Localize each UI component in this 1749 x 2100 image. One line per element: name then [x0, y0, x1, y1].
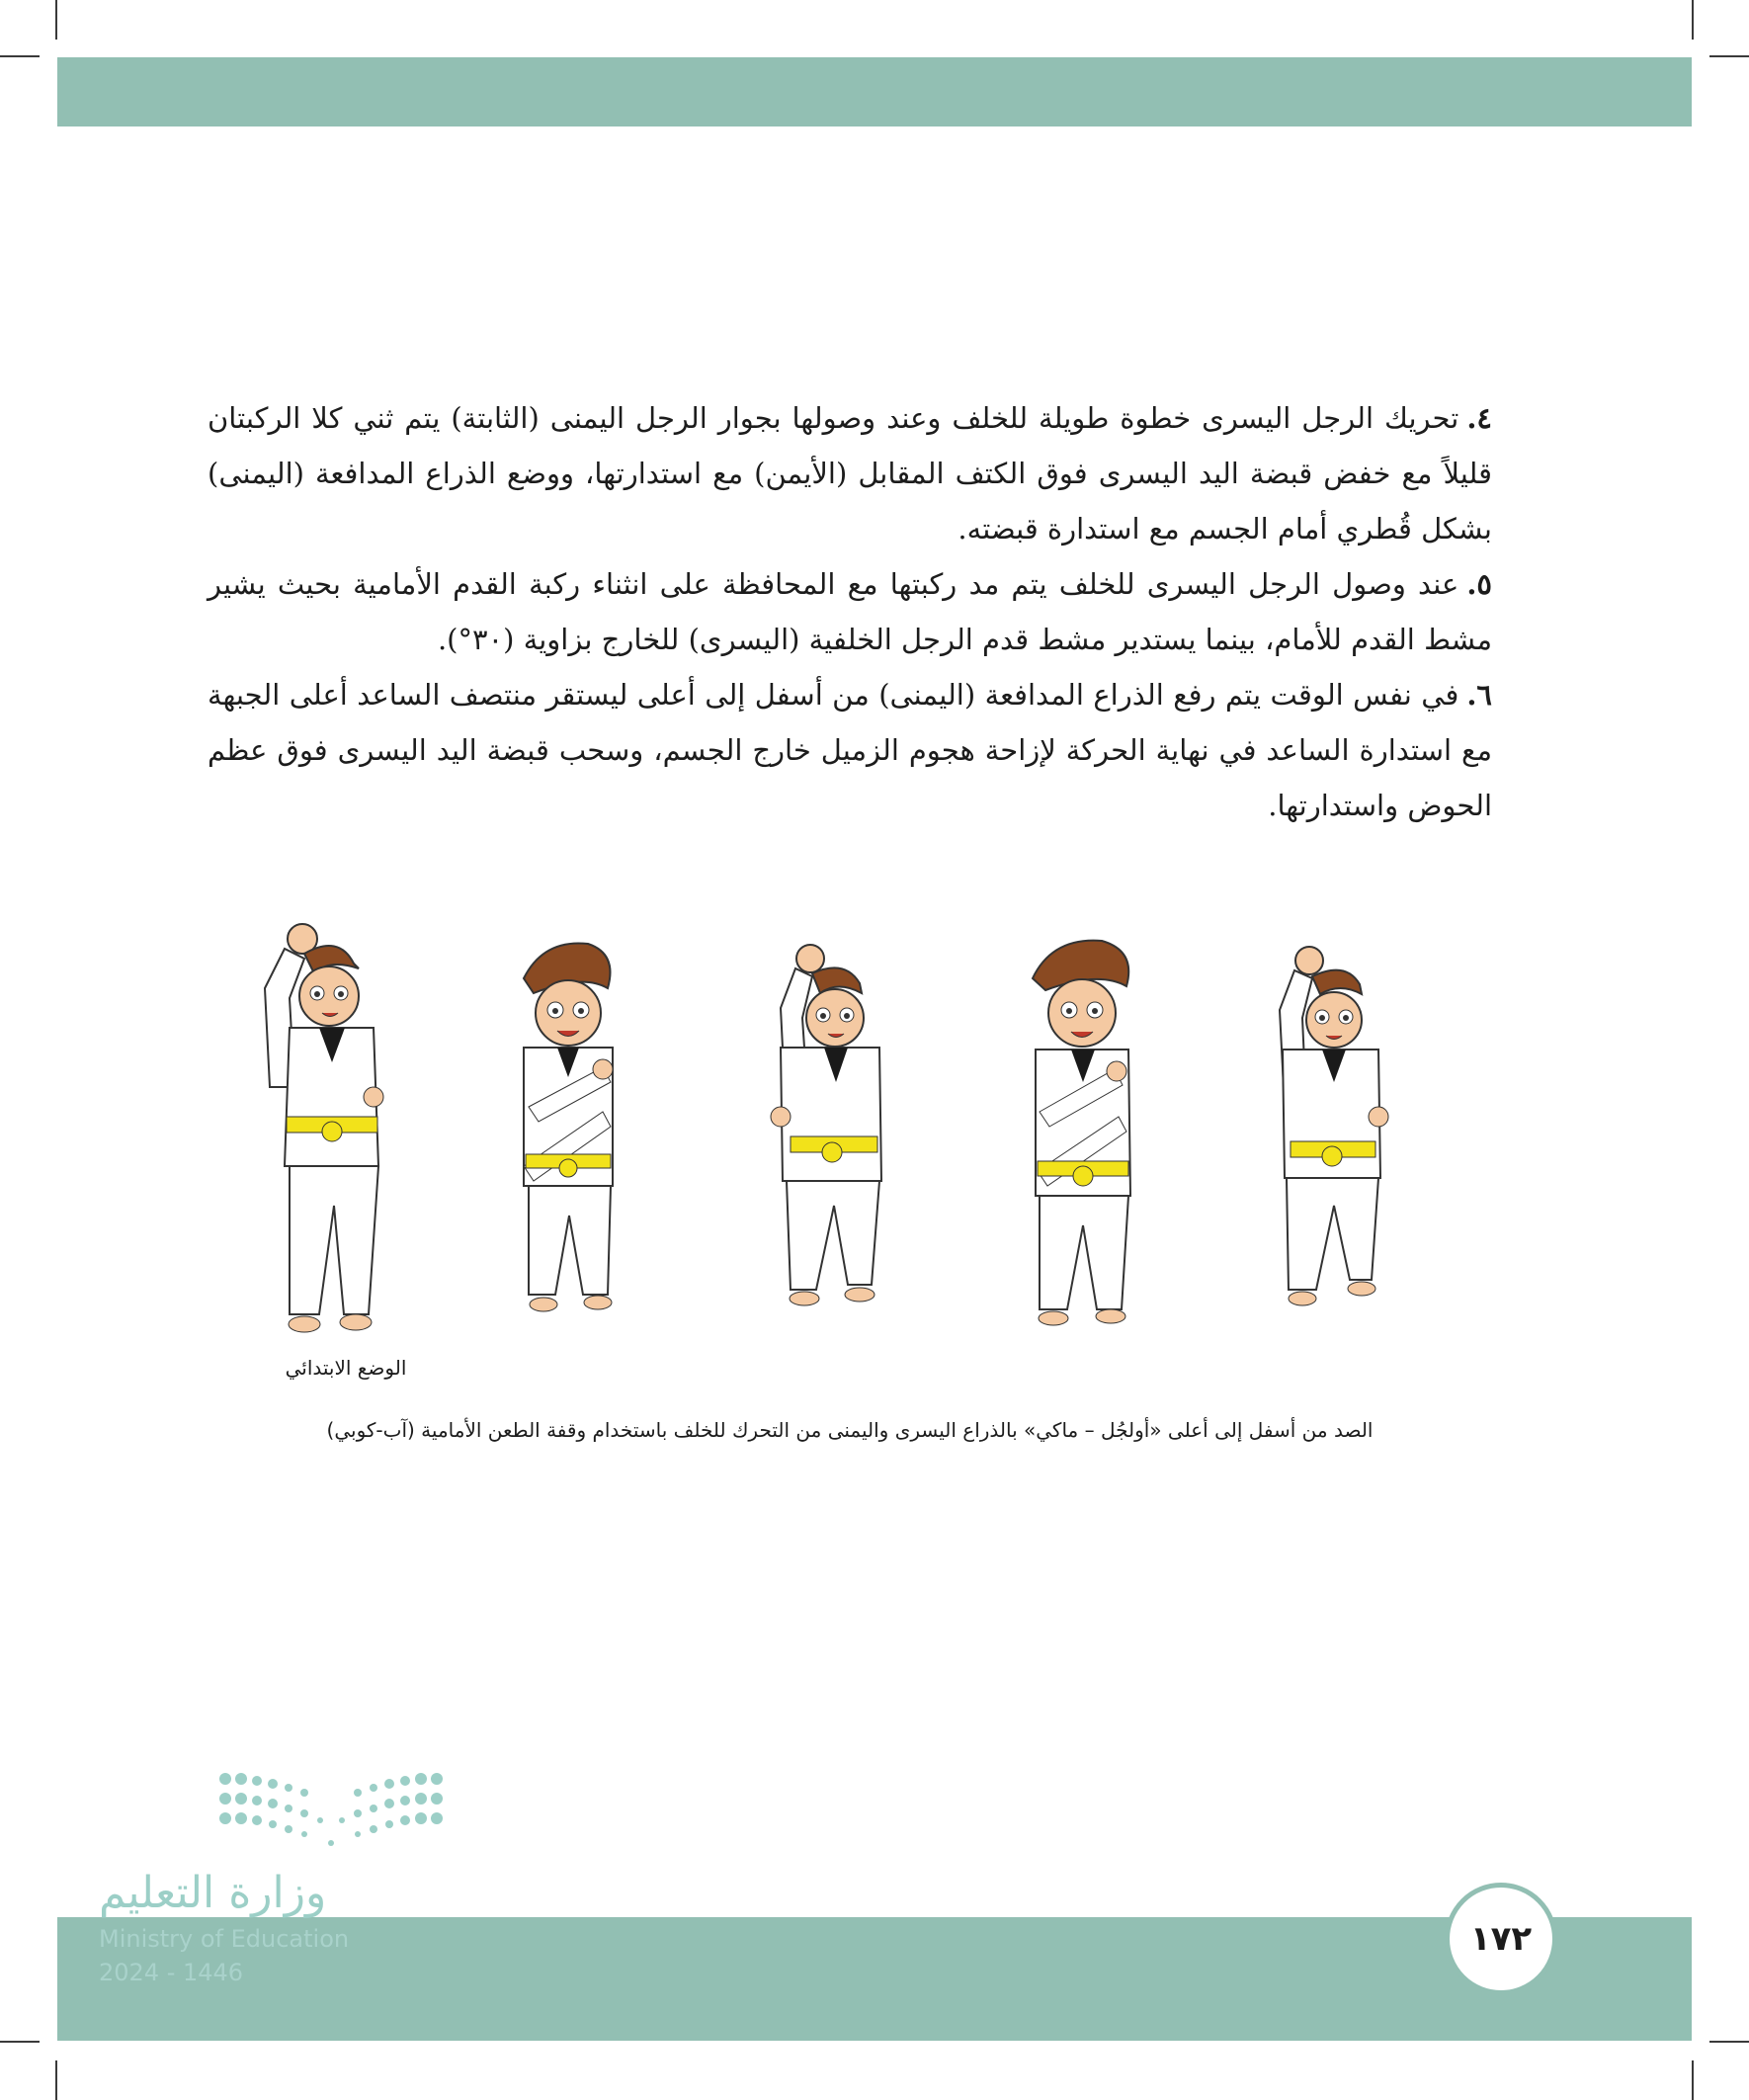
logo-arabic-name: وزارة التعليم [99, 1868, 327, 1918]
crop-mark [0, 55, 40, 57]
karate-figure-3 [751, 919, 899, 1344]
paragraph-text: في نفس الوقت يتم رفع الذراع المدافعة (اليمنى) من أسفل إلى أعلى ليستقر منتصف الساعد أعلى الجبهة مع استدارة الساعد في نهاية الحركة لإزاحة هجوم الزميل خارج الجسم، وسحب قبضة اليد اليسرى فوق عظم الحوض واستدارتها. [208, 678, 1492, 822]
paragraph-number: ٤. [1466, 401, 1492, 435]
karate-figure-illustration [751, 919, 899, 1344]
header-band [57, 57, 1692, 126]
crop-mark [1709, 55, 1749, 57]
crop-mark [1692, 0, 1694, 40]
karate-figure-5 [1255, 919, 1403, 1344]
paragraph-6 [208, 667, 1492, 833]
crop-mark [0, 2041, 40, 2043]
paragraph-5 [208, 556, 1492, 667]
logo-english-name: Ministry of Education [99, 1925, 350, 1953]
karate-figure-1 [245, 919, 393, 1344]
paragraph-number: ٥. [1466, 567, 1492, 601]
paragraph-text: عند وصول الرجل اليسرى للخلف يتم مد ركبتها مع المحافظة على انثناء ركبة القدم الأمامية بحيث يشير مشط القدم للأمام، بينما يستدير مشط قدم الرجل الخلفية (اليسرى) للخارج بزاوية (٣٠°). [208, 567, 1492, 656]
crop-mark [1692, 2060, 1694, 2100]
ministry-logo [99, 1769, 356, 2026]
crop-mark [55, 2060, 57, 2100]
illustration-sequence [227, 919, 1433, 1354]
karate-figure-illustration [1255, 919, 1403, 1344]
crop-mark [1709, 2041, 1749, 2043]
logo-year: 2024 - 1446 [99, 1959, 244, 1986]
karate-figure-2 [494, 919, 642, 1344]
body-text [208, 390, 1492, 833]
logo-dots-icon [217, 1769, 445, 1858]
paragraph-text: تحريك الرجل اليسرى خطوة طويلة للخلف وعند وصولها بجوار الرجل اليمنى (الثابتة) يتم ثني كلا الركبتان قليلاً مع خفض قبضة اليد اليسرى فوق الكتف المقابل (الأيمن) مع استدارتها، ووضع الذراع المدافعة (اليمنى) بشكل قُطري أمام الجسم مع استدارة قبضته. [208, 401, 1492, 546]
paragraph-4 [208, 390, 1492, 556]
figure-label: الوضع الابتدائي [285, 1356, 407, 1380]
crop-mark [55, 0, 57, 40]
figure-caption: الصد من أسفل إلى أعلى «أولجُل – ماكي» بالذراع اليسرى واليمنى من التحرك للخلف باستخدام وقفة الطعن الأمامية (آب-كوبي) [326, 1418, 1374, 1442]
karate-figure-illustration [494, 919, 642, 1344]
page-number: ١٧٢ [1445, 1883, 1557, 1995]
paragraph-number: ٦. [1466, 678, 1492, 712]
karate-figure-illustration [245, 919, 393, 1344]
karate-figure-4 [1008, 919, 1156, 1344]
karate-figure-illustration [1008, 919, 1156, 1344]
